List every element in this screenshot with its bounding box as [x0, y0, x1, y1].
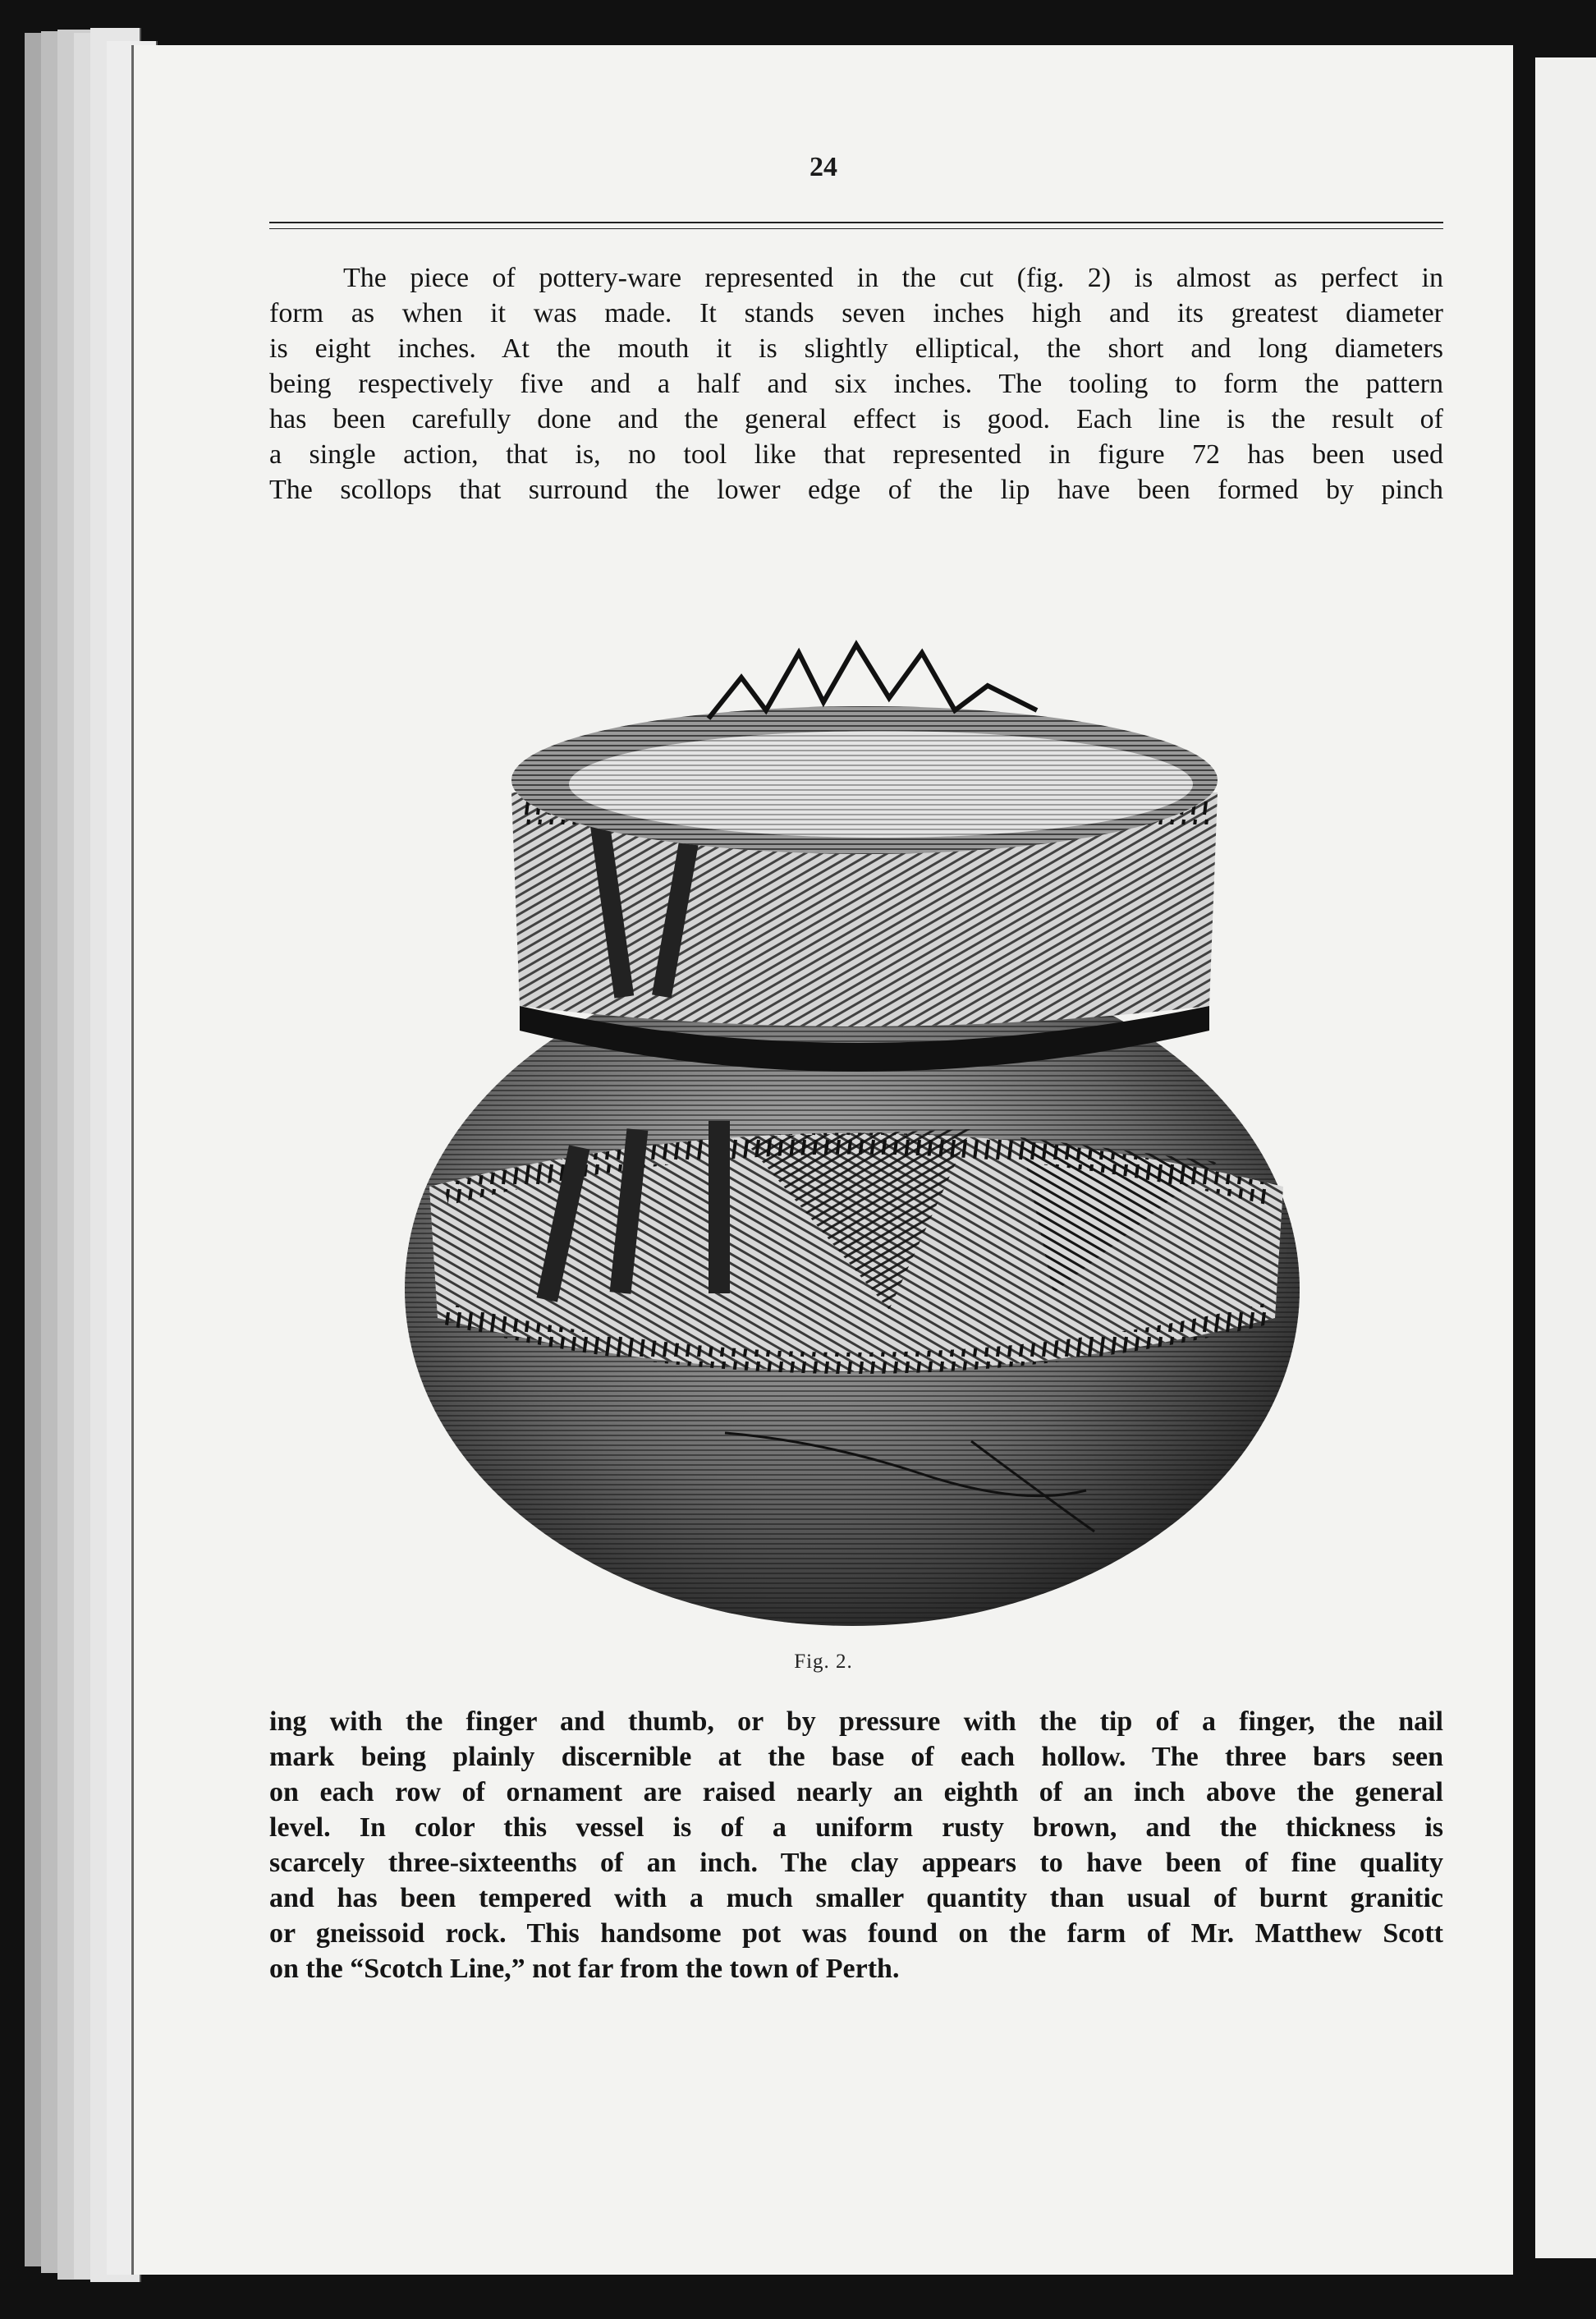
page-number: 24 — [809, 152, 837, 182]
text-line: on the “Scotch Line,” not far from the town of Perth. — [269, 1954, 900, 1984]
paragraph-1 — [269, 260, 1443, 507]
text-line: ing with the finger and thumb, or by pressure with the tip of a finger, the nail — [269, 1706, 1443, 1737]
text-line: has been carefully done and the general effect is good. Each line is the result of — [269, 404, 1443, 434]
text-line: level. In color this vessel is of a uniform rusty brown, and the thickness is — [269, 1812, 1443, 1843]
text-line: being respectively five and a half and six inches. The tooling to form the pattern — [269, 369, 1443, 399]
text-line: is eight inches. At the mouth it is slightly elliptical, the short and long diameters — [269, 333, 1443, 364]
text-line: scarcely three-sixteenths of an inch. The clay appears to have been of fine quality — [269, 1848, 1443, 1878]
book-page — [131, 45, 1513, 2275]
pottery-vessel-figure — [397, 620, 1316, 1630]
text-line: The scollops that surround the lower edge of the lip have been formed by pinch — [269, 475, 1443, 505]
text-line: mark being plainly discernible at the base of each hollow. The three bars seen — [269, 1742, 1443, 1772]
paragraph-2 — [269, 1704, 1443, 1986]
text-line: form as when it was made. It stands seven inches high and its greatest diameter — [269, 298, 1443, 328]
text-line: and has been tempered with a much smaller quantity than usual of burnt granitic — [269, 1883, 1443, 1913]
text-line: a single action, that is, no tool like that represented in figure 72 has been used — [269, 439, 1443, 470]
text-line: The piece of pottery-ware represented in the cut (fig. 2) is almost as perfect in — [343, 263, 1443, 293]
text-line: or gneissoid rock. This handsome pot was found on the farm of Mr. Matthew Scott — [269, 1918, 1443, 1949]
text-line: on each row of ornament are raised nearly an eighth of an inch above the general — [269, 1777, 1443, 1807]
header-rule — [269, 228, 1443, 229]
facing-page-edge — [1535, 57, 1596, 2258]
figure-caption: Fig. 2. — [794, 1651, 853, 1673]
header-rule — [269, 222, 1443, 223]
